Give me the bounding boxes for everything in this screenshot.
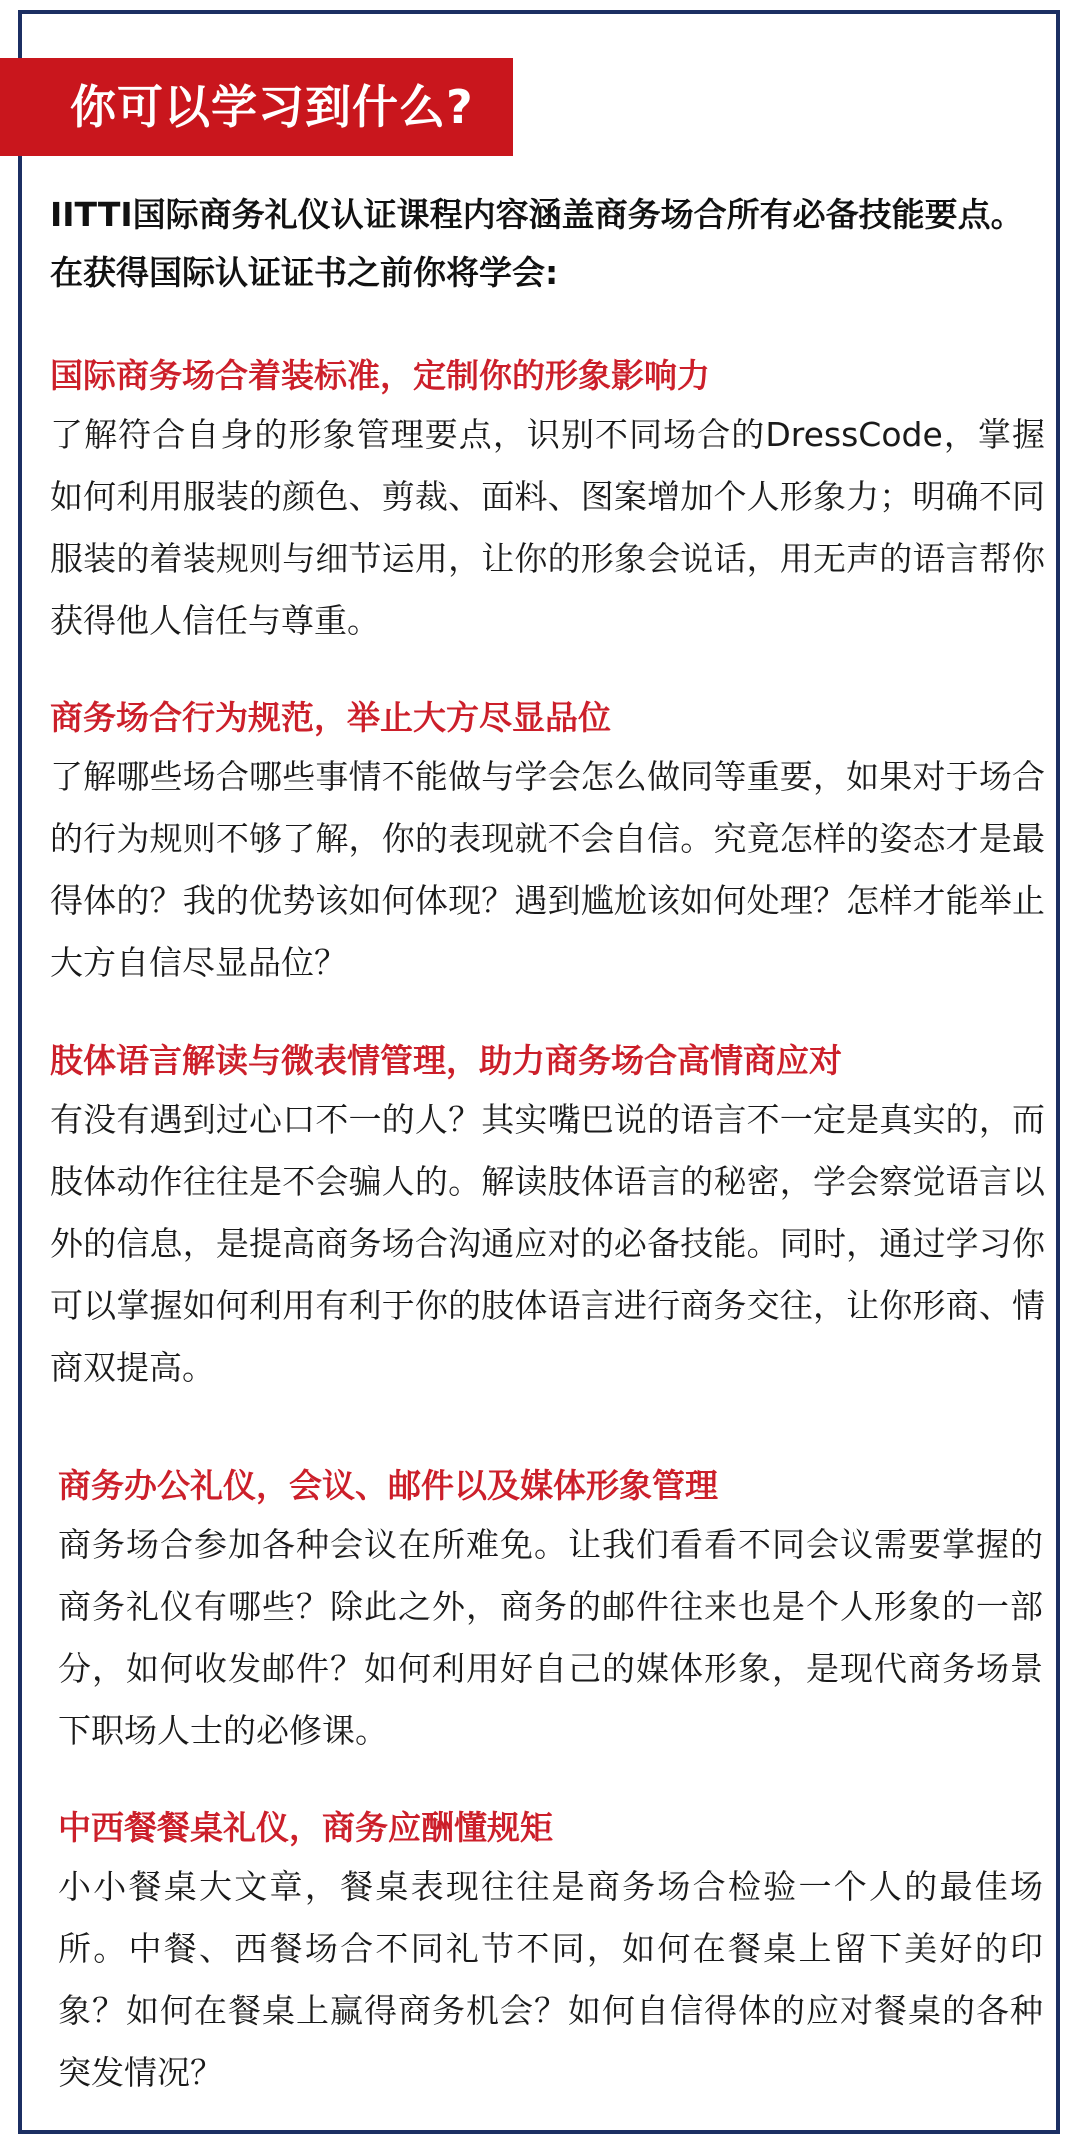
section-title: 中西餐餐桌礼仪，商务应酬懂规矩 — [58, 1808, 553, 1847]
intro-paragraph: IITTI国际商务礼仪认证课程内容涵盖商务场合所有必备技能要点。在获得国际认证证书之前你将学会: — [50, 195, 1024, 292]
section-body: 了解符合自身的形象管理要点，识别不同场合的DressCode，掌握如何利用服装的颜色、剪裁、面料、图案增加个人形象力；明确不同服装的着装规则与细节运用，让你的形象会说话，用无声的语言帮你获得他人信任与尊重。 — [50, 415, 1045, 640]
section-dress-code — [50, 348, 1045, 652]
section-body: 商务场合参加各种会议在所难免。让我们看看不同会议需要掌握的商务礼仪有哪些？除此之外，商务的邮件往来也是个人形象的一部分，如何收发邮件？如何利用好自己的媒体形象，是现代商务场景下职场人士的必修课。 — [58, 1525, 1043, 1750]
section-title: 商务场合行为规范，举止大方尽显品位 — [50, 698, 611, 737]
section-body: 了解哪些场合哪些事情不能做与学会怎么做同等重要，如果对于场合的行为规则不够了解，你的表现就不会自信。究竟怎样的姿态才是最得体的？我的优势该如何体现？遇到尴尬该如何处理？怎样才能举止大方自信尽显品位？ — [50, 757, 1045, 982]
section-body: 小小餐桌大文章，餐桌表现往往是商务场合检验一个人的最佳场所。中餐、西餐场合不同礼节不同，如何在餐桌上留下美好的印象？如何在餐桌上赢得商务机会？如何自信得体的应对餐桌的各种突发情况？ — [58, 1867, 1043, 2092]
section-title: 肢体语言解读与微表情管理，助力商务场合高情商应对 — [50, 1041, 842, 1080]
section-body-language — [50, 1033, 1045, 1399]
section-title: 商务办公礼仪，会议、邮件以及媒体形象管理 — [58, 1466, 718, 1505]
section-title: 国际商务场合着装标准，定制你的形象影响力 — [50, 356, 710, 395]
page-title: 你可以学习到什么? — [0, 58, 513, 156]
section-office-etiquette — [58, 1458, 1043, 1762]
section-body: 有没有遇到过心口不一的人？其实嘴巴说的语言不一定是真实的，而肢体动作往往是不会骗人的。解读肢体语言的秘密，学会察觉语言以外的信息，是提高商务场合沟通应对的必备技能。同时，通过学习你可以掌握如何利用有利于你的肢体语言进行商务交往，让你形商、情商双提高。 — [50, 1100, 1045, 1387]
section-dining-etiquette — [58, 1800, 1043, 2104]
section-behavior — [50, 690, 1045, 994]
